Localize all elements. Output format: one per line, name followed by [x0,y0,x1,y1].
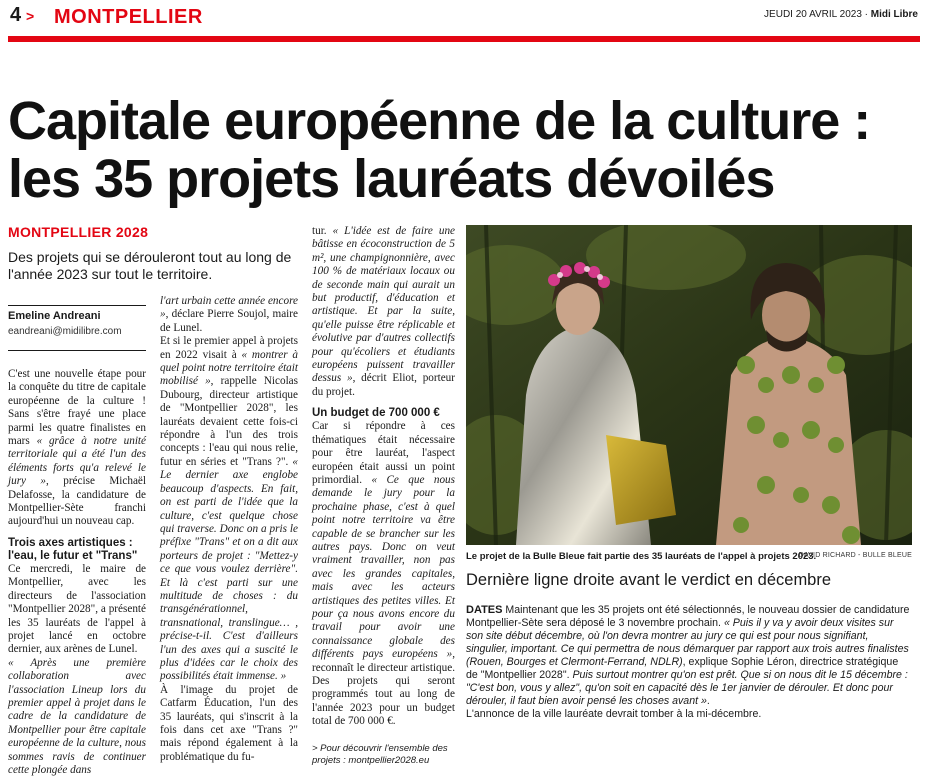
text: Car si répondre à ces thématiques était nécessaire pour être lauréat, l'aspect européen était aussi un point primordial. [312,420,455,486]
paragraph: L'annonce de la ville lauréate devrait tomber à la mi-décembre. [466,708,762,720]
text: tur. [312,225,327,237]
text: , rappelle Nicolas Dubourg, directeur artistique de "Montpellier 2028", les lauréats devaient cette fois-ci répondre à l'un des trois concepts : l'eau qui nous relie, futur en séries et "Trans ?". [160,375,298,468]
text: Maintenant que les 35 projets ont été sélectionnés, le nouveau dossier de candidature Montpellier-Sète sera déposé le 3 novembre prochain. [466,604,910,629]
box-title: Dernière ligne droite avant le verdict en décembre [466,571,832,589]
deck: Des projets qui se dérouleront tout au long de l'année 2023 sur tout le territoire. [8,249,292,282]
article-column-1 [8,368,146,777]
text: Et si le premier appel à projets en 2022 visait à [160,335,298,361]
photo-credit: DAVID RICHARD - BULLE BLEUE [798,552,912,559]
box-body [466,604,912,721]
headline [8,92,920,208]
kicker: MONTPELLIER 2028 [8,224,149,240]
section-name: MONTPELLIER [54,6,203,28]
paragraph [8,368,146,529]
paragraph [312,420,455,728]
quote: « Le dernier axe englobe beaucoup d'aspects. En fait, on est parti de l'idée que la culture, c'est quelque chose qui traverse. Donc on a pris le préfixe "Trans" et on a dit aux porteurs de projet : "Mettez-y ce que vous voulez derrière". Et là c'est parti sur une multitude de choses : du transgénérationnel, transnational, translingue… , précise-t-il. C'est d'ailleurs l'un des axes qui a suscité le plus d'idées car le choix des possibilités était immense. » [160,455,299,683]
quote: Puis surtout montrer qu'on est prêt. Que si on nous dit le 15 décembre : "C'est bon, vous y allez", qu'on soit en capacité dès le 1er janvier de dérouler. Et donc pour dérouler, il faut bien avoir pensé les choses avant » [466,669,908,707]
text: . [706,695,710,707]
quote: « Puis il y va y avoir deux visites sur son site début décembre, où l'on devra montrer au jury ce qui est pour nous signifiant, singulier, important. Ce qui permettra de nous démarquer par rapport aux trois autres finalistes (Rouen, Bourges et Clermont-Ferrand, NDLR) [466,617,909,668]
paragraph: À l'image du projet de Catfarm Éducation, l'un des 35 lauréats, qui s'inscrit à la fois dans cet axe "Trans ?" mais répond également à la problématique du fu- [160,683,298,763]
arrow-icon: > [26,8,35,24]
quote: « montrer à quel point notre territoire était mobilisé » [160,348,298,388]
quote: « L'idée est de faire une bâtisse en écoconstruction de 5 m², une champignonnière, avec 100 % de matériaux locaux ou de seconde main qui aurait un but productif, d'éducation et artistique. Et par la suite, qu'elle puisse être réplicable et évolutive par d'autres collectifs pour qu'écoliers et étudiants européens puissent travailler dessus » [312,225,455,385]
footnote-link[interactable]: > Pour découvrir l'ensemble des projets : montpellier2028.eu [312,742,448,766]
paragraph [160,335,298,684]
paper-name: Midi Libre [870,9,918,20]
photo-illustration [466,225,912,545]
byline-divider-bottom [8,350,146,351]
header-rule [8,36,920,42]
quote: « Ce que nous demande le jury pour la prochaine phase, c'est à quel point notre territoire va être capable de se brancher sur les autres pays. Donc on veut vraiment travailler, non pas avec les grandes capitales, mais avec les acteurs artistiques des petites villes. Et pour ça nous avons encore du travail pour avoir une connaissance globale des différents pays européens » [312,473,456,661]
headline-line-1: Capitale européenne de la culture : [8,91,871,151]
page-number: 4 [10,4,22,26]
photo-caption: Le projet de la Bulle Bleue fait partie des 35 lauréats de l'appel à projets 2023. [466,551,817,562]
quote: « grâce à notre unité territoriale qui a été l'un des éléments forts qu'a relevé le jury » [8,435,147,488]
box-label: DATES [466,604,503,616]
byline-divider-top [8,305,146,306]
text: , reconnaît le directeur artistique. Des projets qui seront programmés tout au long de l'année 2023 pour un budget total de 700 000 €. [312,648,455,728]
dateline [764,9,918,20]
text: , explique Sophie Léron, directrice stratégique de "Montpellier 2028". [466,656,899,681]
author-email: eandreani@midilibre.com [8,326,122,337]
date: JEUDI 20 AVRIL 2023 · [764,9,871,20]
text: , décrit Eliot, porteur du projet. [312,372,455,398]
article-photo [466,225,912,545]
page-header [0,0,928,40]
paragraph [160,295,298,335]
text: C'est une nouvelle étape pour la conquête du titre de capitale européenne de la culture ! Sans s'être frayé une place parmi les quatre finalistes en mars [8,368,146,448]
text: , déclare Pierre Soujol, maire de Lunel. [160,308,298,334]
paragraph [466,604,912,708]
intertitle: Un budget de 700 000 € [312,407,440,420]
paragraph [312,225,455,399]
intertitle: Trois axes artistiques : l'eau, le futur et "Trans" [8,536,138,562]
text: , précise Michaël Delafosse, la candidature de Montpellier-Sète franchi aujourd'hui un nouveau cap. [8,475,146,528]
quote: l'art urbain cette année encore » [160,295,298,321]
article-column-2 [160,295,298,764]
quote: « Après une première collaboration avec l'association Lineup lors du premier appel à projet dans le cadre de la candidature de Montpellier pour être capitale européenne de la culture, nous sommes ravis de continuer cette plongée dans [8,656,146,776]
headline-line-2: les 35 projets lauréats dévoilés [8,149,775,209]
paragraph: Ce mercredi, le maire de Montpellier, avec les directeurs de l'association "Montpellier 2028", a présenté les 35 lauréats de l'appel à projet lancé en octobre dernier, aux arènes de Lunel. [8,562,146,656]
article-column-3 [312,225,455,767]
author: Emeline Andreani [8,310,101,322]
